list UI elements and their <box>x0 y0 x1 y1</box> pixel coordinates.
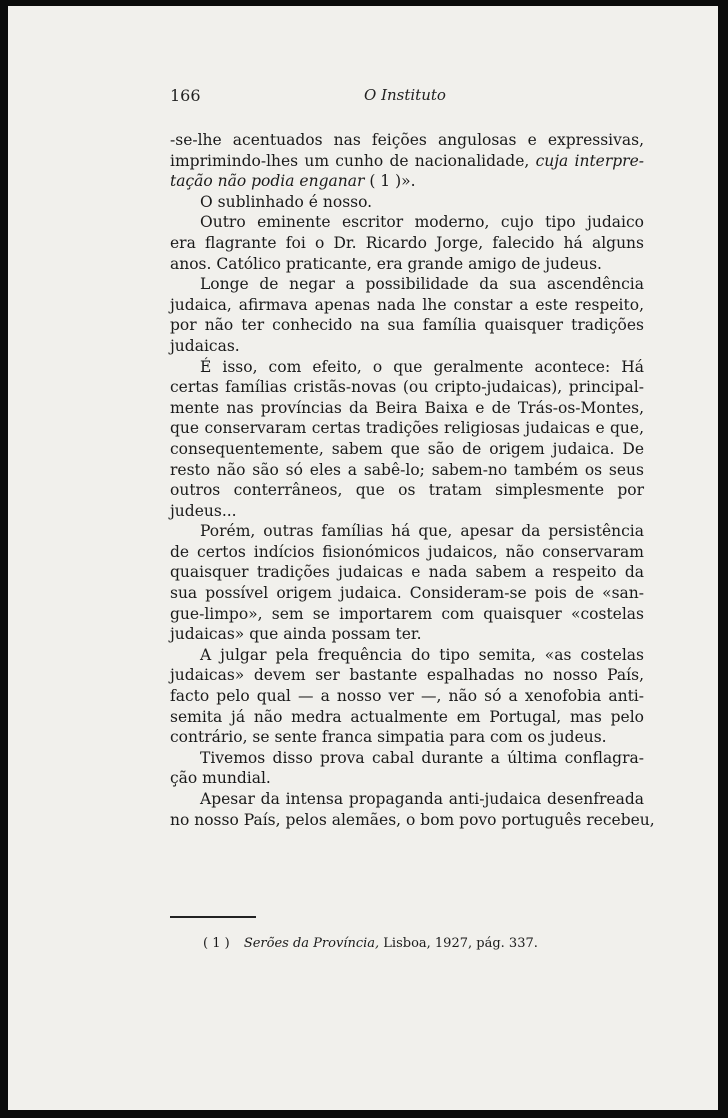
text-line: judeus... <box>170 501 237 520</box>
footnote <box>203 936 663 951</box>
text-line: ção mundial. <box>170 769 271 788</box>
text-line: mente nas províncias da Beira Baixa e de Trás-os-Montes, <box>170 398 644 417</box>
text-line: de certos indícios fisionómicos judaicos, não conservaram <box>170 542 644 561</box>
text-line: Outro eminente escritor moderno, cujo tipo judaico <box>200 213 644 232</box>
text-line <box>170 171 644 192</box>
page-header <box>8 86 718 110</box>
text-line: Porém, outras famílias há que, apesar da persistência <box>200 522 644 541</box>
text-line: judaicas» que ainda possam ter. <box>170 625 422 644</box>
text-line: gue-limpo», sem se importarem com quaisquer «costelas <box>170 604 644 623</box>
text-line: -se-lhe acentuados nas feições angulosas e expressivas, <box>170 131 644 149</box>
footnote-citation: Lisboa, 1927, pág. 337. <box>379 936 538 951</box>
paragraph-9 <box>170 789 655 830</box>
paragraph-2 <box>170 192 644 213</box>
text-line: facto pelo qual — a nosso ver —, não só a xenofobia anti- <box>170 687 644 706</box>
text-line: por não ter conhecido na sua família quaisquer tradições <box>170 316 644 335</box>
text-line: consequentemente, sabem que são de origem judaica. De <box>170 439 644 458</box>
text-line: judaicas. <box>170 336 240 355</box>
paragraph-5 <box>170 357 644 522</box>
text-line: É isso, com efeito, o que geralmente acontece: Há <box>200 357 644 376</box>
italic-span: tação não podia enganar <box>170 172 365 191</box>
text-line: semita já não medra actualmente em Portugal, mas pelo <box>170 707 644 726</box>
text-line: Tivemos disso prova cabal durante a última conflagra- <box>200 748 644 767</box>
text-line: contrário, se sente franca simpatia para com os judeus. <box>170 728 607 747</box>
footnote-ref-close: )». <box>390 172 416 191</box>
text-line: judaicas» devem ser bastante espalhadas no nosso País, <box>170 666 644 685</box>
text-line: Longe de negar a possibilidade da sua ascendência <box>200 275 644 294</box>
text-line: outros conterrâneos, que os tratam simplesmente por <box>170 481 644 500</box>
text-span: imprimindo-lhes um cunho de nacionalidade, <box>170 151 536 170</box>
paragraph-8 <box>170 748 644 789</box>
paragraph-6 <box>170 521 644 645</box>
paragraph-7 <box>170 645 644 748</box>
text-line <box>170 151 644 172</box>
text-line: que conservaram certas tradições religiosas judaicas e que, <box>170 419 644 438</box>
paragraph-1 <box>170 130 644 192</box>
text-line: sua possível origem judaica. Consideram-se pois de «san- <box>170 584 644 603</box>
text-line: no nosso País, pelos alemães, o bom povo português recebeu, <box>170 810 655 829</box>
text-line: A julgar pela frequência do tipo semita, «as costelas <box>200 645 644 664</box>
footnote-title: Serões da Província, <box>243 936 380 951</box>
text-line: Apesar da intensa propaganda anti-judaica desenfreada <box>200 790 644 808</box>
text-line: resto não são só eles a sabê-lo; sabem-no também os seus <box>170 460 644 479</box>
running-title: O Instituto <box>364 86 446 104</box>
paragraph-4 <box>170 274 644 356</box>
paragraph-3 <box>170 212 644 274</box>
text-line: era flagrante foi o Dr. Ricardo Jorge, falecido há alguns <box>170 233 644 252</box>
text-line: O sublinhado é nosso. <box>200 192 373 211</box>
text-line: judaica, afirmava apenas nada lhe constar a este respeito, <box>170 295 644 314</box>
page-number: 166 <box>170 86 201 105</box>
text-line: certas famílias cristãs-novas (ou cripto-judaicas), principal- <box>170 378 644 397</box>
italic-span: cuja interpre- <box>535 151 644 170</box>
footnote-ref-open: ( <box>364 172 381 191</box>
book-page <box>8 6 718 1110</box>
text-line: anos. Católico praticante, era grande amigo de judeus. <box>170 254 602 273</box>
footnote-rule <box>170 916 256 918</box>
footnote-ref-number: 1 <box>380 172 391 191</box>
footnote-mark: ( 1 ) <box>203 936 230 951</box>
text-line: quaisquer tradições judaicas e nada sabem a respeito da <box>170 563 644 582</box>
body-text <box>170 130 655 830</box>
